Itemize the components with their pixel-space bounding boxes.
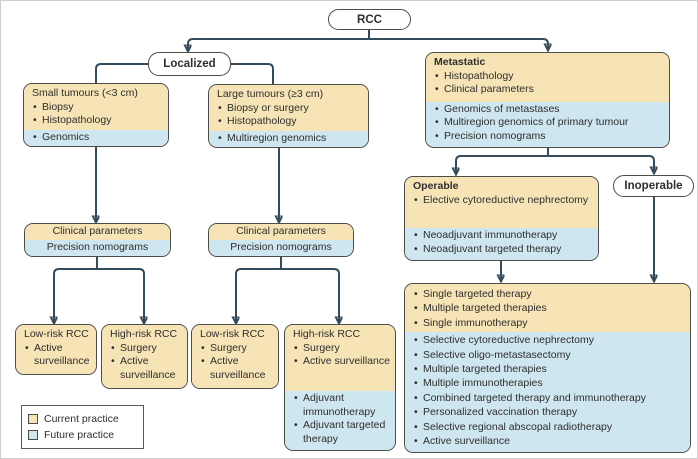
- connector-clinical2-split: [236, 257, 339, 322]
- legend-current-label: Current practice: [44, 413, 119, 425]
- precision-nomograms-label: Precision nomograms: [209, 240, 353, 256]
- connector-localized-to-large: [231, 64, 273, 84]
- arrow-rcc-to-metastatic: [369, 39, 548, 49]
- connector-metastatic-split: [456, 148, 654, 173]
- list-item: • Active surveillance: [109, 355, 182, 382]
- node-localized-label: Localized: [163, 58, 216, 70]
- high-risk-title: High-risk RCC: [110, 328, 178, 340]
- node-rcc-label: RCC: [357, 13, 382, 26]
- node-metastatic-treatments: [404, 283, 691, 453]
- high-risk-title: High-risk RCC: [293, 328, 361, 340]
- list-item: • Precision nomograms: [433, 130, 664, 144]
- legend-future-row: [28, 429, 137, 441]
- list-item: • Selective regional abscopal radiotherapy: [412, 420, 685, 434]
- node-rcc: [328, 9, 411, 30]
- list-item: • Personalized vaccination therapy: [412, 405, 685, 419]
- legend: [21, 405, 144, 449]
- node-metastatic: [425, 52, 670, 148]
- low-risk-large-current-section: [192, 325, 278, 388]
- current-practice-swatch-icon: [28, 414, 38, 424]
- node-clinical-parameters-small: [24, 223, 171, 257]
- list-item: • Biopsy: [31, 101, 163, 115]
- clinical-parameters-label: Clinical parameters: [25, 224, 170, 240]
- connector-clinical1-split: [54, 257, 144, 322]
- list-item: • Single targeted therapy: [412, 287, 685, 301]
- list-item: • Surgery: [292, 342, 390, 356]
- list-item: • Multiregion genomics of primary tumour: [433, 116, 664, 130]
- high-risk-small-current-section: [102, 325, 187, 388]
- list-item: • Neoadjuvant targeted therapy: [412, 243, 593, 257]
- node-high-risk-rcc-small: [101, 324, 188, 389]
- operable-future-section: [405, 228, 598, 260]
- list-item: • Surgery: [109, 342, 182, 356]
- list-item: • Active surveillance: [199, 355, 273, 382]
- list-item: • Multiple targeted therapies: [412, 301, 685, 315]
- small-tumours-title: Small tumours (<3 cm): [32, 87, 138, 99]
- list-item: • Elective cytoreductive nephrectomy: [412, 194, 593, 208]
- node-operable: [404, 176, 599, 261]
- node-small-tumours: [23, 83, 169, 147]
- list-item: • Histopathology: [433, 70, 664, 84]
- operable-current-section: [405, 177, 598, 228]
- list-item: • Multiple targeted therapies: [412, 362, 685, 376]
- low-risk-title: Low-risk RCC: [200, 328, 265, 340]
- list-item: • Active surveillance: [412, 434, 685, 448]
- list-item: • Histopathology: [31, 114, 163, 128]
- operable-title: Operable: [413, 180, 459, 192]
- list-item: • Histopathology: [216, 115, 363, 129]
- list-item: • Active surveillance: [292, 355, 390, 369]
- arrow-rcc-to-localized: [188, 39, 369, 50]
- legend-current-row: [28, 413, 137, 425]
- treatments-current-section: [405, 284, 690, 332]
- node-localized: [148, 52, 231, 76]
- list-item: • Surgery: [199, 342, 273, 356]
- list-item: • Selective cytoreductive nephrectomy: [412, 333, 685, 347]
- metastatic-current-section: [426, 53, 669, 102]
- node-clinical-parameters-large: [208, 223, 354, 257]
- node-low-risk-rcc-large: [191, 324, 279, 389]
- node-low-risk-rcc-small: [15, 324, 97, 375]
- large-tumours-title: Large tumours (≥3 cm): [217, 88, 324, 100]
- node-high-risk-rcc-large: [284, 324, 396, 451]
- list-item: • Clinical parameters: [433, 83, 664, 97]
- list-item: • Selective oligo-metastasectomy: [412, 348, 685, 362]
- list-item: • Combined targeted therapy and immunotherapy: [412, 391, 685, 405]
- large-tumours-current-section: [209, 85, 368, 131]
- list-item: • Single immunotherapy: [412, 316, 685, 330]
- low-risk-small-current-section: [16, 325, 96, 374]
- metastatic-title: Metastatic: [434, 56, 486, 68]
- small-tumours-current-section: [24, 84, 168, 130]
- list-item: • Multiple immunotherapies: [412, 376, 685, 390]
- list-item: • Biopsy or surgery: [216, 102, 363, 116]
- metastatic-future-section: [426, 102, 669, 148]
- list-item: • Genomics: [31, 131, 163, 145]
- small-tumours-future-section: [24, 130, 168, 148]
- node-inoperable-label: Inoperable: [624, 180, 683, 192]
- list-item: • Adjuvant immunotherapy: [292, 392, 390, 419]
- connector-localized-to-small: [96, 64, 148, 83]
- legend-future-label: Future practice: [44, 429, 115, 441]
- list-item: • Neoadjuvant immunotherapy: [412, 229, 593, 243]
- list-item: • Active surveillance: [23, 342, 91, 369]
- high-risk-large-current-section: [285, 325, 395, 391]
- future-practice-swatch-icon: [28, 430, 38, 440]
- list-item: • Adjuvant targeted therapy: [292, 419, 390, 446]
- precision-nomograms-label: Precision nomograms: [25, 240, 170, 256]
- high-risk-large-future-section: [285, 391, 395, 450]
- list-item: • Multiregion genomics: [216, 132, 363, 146]
- node-inoperable: [613, 175, 694, 197]
- node-large-tumours: [208, 84, 369, 148]
- low-risk-title: Low-risk RCC: [24, 328, 89, 340]
- clinical-parameters-label: Clinical parameters: [209, 224, 353, 240]
- list-item: • Genomics of metastases: [433, 103, 664, 117]
- large-tumours-future-section: [209, 131, 368, 149]
- treatments-future-section: [405, 332, 690, 452]
